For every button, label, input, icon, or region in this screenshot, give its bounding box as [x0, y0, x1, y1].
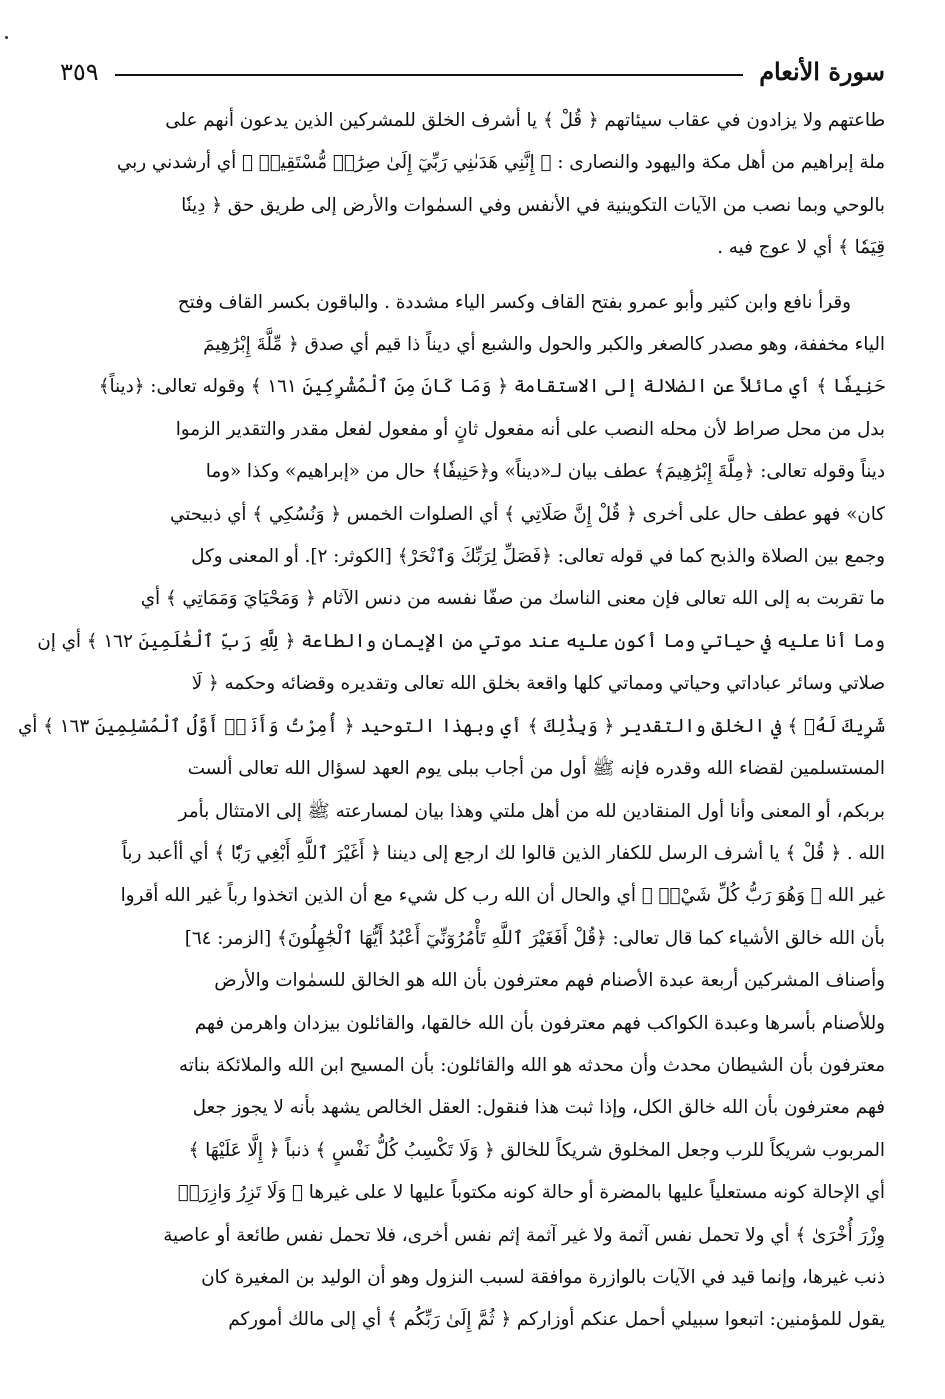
text-line: شَرِيكَ لَهُۥ ﴾ في الخلق والتقدير ﴿ وَبِذَٰلِكَ ﴾ أي وبهذا التوحيد ﴿ أُمِرْتُ وَأَنَا۠ أَوَّلُ ٱلْمُسْلِمِينَ ١٦٣ ﴾ أي — [17, 715, 885, 737]
text-line: بأن الله خالق الأشياء كما قال تعالى: ﴿قُلْ أَفَغَيْرَ ٱللَّهِ تَأْمُرُوٓنِّيٓ أَعْبُدُ أَيُّهَا ٱلْجَٰهِلُونَ﴾ [الزمر: ٦٤] — [184, 927, 885, 949]
margin-mark — [5, 36, 8, 39]
text-line: المستسلمين لقضاء الله وقدره فإنه ﷺ أول من أجاب ببلى يوم العهد لسؤال الله تعالى ألست — [187, 758, 885, 780]
text-line: وقرأ نافع وابن كثير وأبو عمرو بفتح القاف وكسر الياء مشددة . والباقون بكسر القاف وفتح — [177, 291, 851, 313]
text-line: بالوحي وبما نصب من الآيات التكوينية في الأنفس وفي السمٰوات والأرض إلى طريق حق ﴿ دِينٗا — [181, 194, 885, 216]
text-line: أي الإحالة كونه مستعلياً عليها بالمضرة أو حالة كونه مكتوباً عليها لا على غيرها ﴿ وَلَا تَزِرُ وَازِرَةٞ — [177, 1182, 885, 1204]
text-line: وِزْرَ أُخْرَىٰ ﴾ أي ولا تحمل نفس آثمة ولا غير آثمة إثم نفس أخرى، فلا تحمل نفس طائعة أو عاصية — [163, 1224, 885, 1246]
text-line: وأصناف المشركين أربعة عبدة الأصنام فهم معترفون بأن الله هو الخالق للسمٰوات والأرض — [214, 970, 885, 992]
text-line: ما تقربت به إلى الله تعالى فإن معنى الناسك من صفّا نفسه من دنس الآثام ﴿ وَمَحْيَايَ وَمَمَاتِي ﴾ أي — [140, 588, 885, 610]
paragraph — [60, 100, 885, 270]
page-number: ٣٥٩ — [60, 58, 99, 86]
text-line: حَنِيفٗا ﴾ أي مائلاً عن الضلالة إلى الاستقامة ﴿ وَمَا كَانَ مِنَ ٱلْمُشْرِكِينَ ١٦١ ﴾ وقوله تعالى: ﴿ديناً﴾ — [98, 376, 885, 398]
text-line: معترفون بأن الشيطان محدث وأن محدثه هو الله والقائلون: بأن المسيح ابن الله والملائكة بناته — [178, 1054, 885, 1076]
header-rule — [115, 74, 744, 76]
surah-title: سورة الأنعام — [759, 57, 885, 86]
text-line: الله . ﴿ قُلْ ﴾ يا أشرف الرسل للكفار الذين قالوا لك ارجع إلى ديننا ﴿ أَغَيْرَ ٱللَّهِ أَبْغِي رَبّٗا ﴾ أي أأعبد رباً — [121, 842, 885, 864]
text-line: طاعتهم ولا يزادون في عقاب سيئاتهم ﴿ قُلْ ﴾ يا أشرف الخلق للمشركين الذين يدعون أنهم على — [165, 110, 885, 131]
text-line: فهم معترفون بأن الله خالق الكل، وإذا ثبت هذا فنقول: العقل الخالص يشهد بأنه لا يجوز جعل — [192, 1097, 885, 1119]
text-line: الياء مخففة، وهو مصدر كالصغر والكبر والحول والشبع أي ديناً ذا قيم أي صدق ﴿ مِّلَّةَ إِبْرَٰهِيمَ — [203, 334, 885, 356]
paragraph — [17, 282, 885, 1342]
text-line: المربوب شريكاً للرب وجعل المخلوق شريكاً للخالق ﴿ وَلَا تَكْسِبُ كُلُّ نَفْسٍ ﴾ ذنباً ﴿ إِلَّا عَلَيْهَا ﴾ — [188, 1139, 885, 1161]
text-line: ملة إبراهيم من أهل مكة واليهود والنصارى : ﴿ إِنَّنِي هَدَىٰنِي رَبِّيٓ إِلَىٰ صِرَٰطٖ مُّسْتَقِيمٖ ﴾ أي أرشدني ربي — [116, 152, 885, 174]
text-line: قِيَمٗا ﴾ أي لا عوج فيه . — [717, 237, 885, 259]
text-line: وجمع بين الصلاة والذبح كما في قوله تعالى: ﴿فَصَلِّ لِرَبِّكَ وَٱنْحَرْ﴾ [الكوثر: ٢]. أو المعنى وكل — [191, 546, 885, 568]
body-text — [17, 100, 885, 1342]
text-line: غير الله ﴿ وَهُوَ رَبُّ كُلِّ شَيْءٖ ﴾ أي والحال أن الله رب كل شيء مع أن الذين اتخذوا رباً غير الله أقروا — [120, 885, 885, 907]
text-line: صلاتي وسائر عباداتي وحياتي ومماتي كلها واقعة بخلق الله تعالى وتقديره وقضائه وحكمه ﴿ لَا — [191, 673, 885, 695]
text-line: ديناً وقوله تعالى: ﴿مِلَّةَ إِبْرَٰهِيمَ﴾ عطف بيان لـ«ديناً» و﴿حَنِيفٗا﴾ حال من «إبراهيم» وكذا «وما — [205, 461, 885, 483]
page-header — [60, 50, 885, 90]
text-line: وما أنا عليه في حياتي وما أكون عليه عند موتي من الإيمان والطاعة ﴿ لِلَّهِ رَبِّ ٱلْعَٰلَمِينَ ١٦٢ ﴾ أي إن — [37, 630, 885, 652]
text-line: كان» فهو عطف حال على أخرى ﴿ قُلْ إِنَّ صَلَاتِي ﴾ أي الصلوات الخمس ﴿ وَنُسُكِي ﴾ أي ذبيحتي — [170, 503, 885, 525]
text-line: بربكم، أو المعنى وأنا أول المنقادين لله من أهل ملتي وهذا بيان لمسارعته ﷺ إلى الامتثال بأمر — [178, 800, 885, 822]
text-line: ذنب غيرها، وإنما قيد في الآيات بالوازرة موافقة لسبب النزول وهو أن الوليد بن المغيرة كان — [201, 1266, 885, 1288]
text-line: بدل من محل صراط لأن محله النصب على أنه مفعول ثانٍ أو مفعول لفعل مقدر والتقدير الزموا — [175, 418, 885, 440]
text-line: يقول للمؤمنين: اتبعوا سبيلي أحمل عنكم أوزاركم ﴿ ثُمَّ إِلَىٰ رَبِّكُم ﴾ أي إلى مالك أموركم — [228, 1309, 885, 1331]
text-line: وللأصنام بأسرها وعبدة الكواكب فهم معترفون بأن الله خالقها، والقائلون بيزدان واهرمن فهم — [194, 1012, 885, 1034]
